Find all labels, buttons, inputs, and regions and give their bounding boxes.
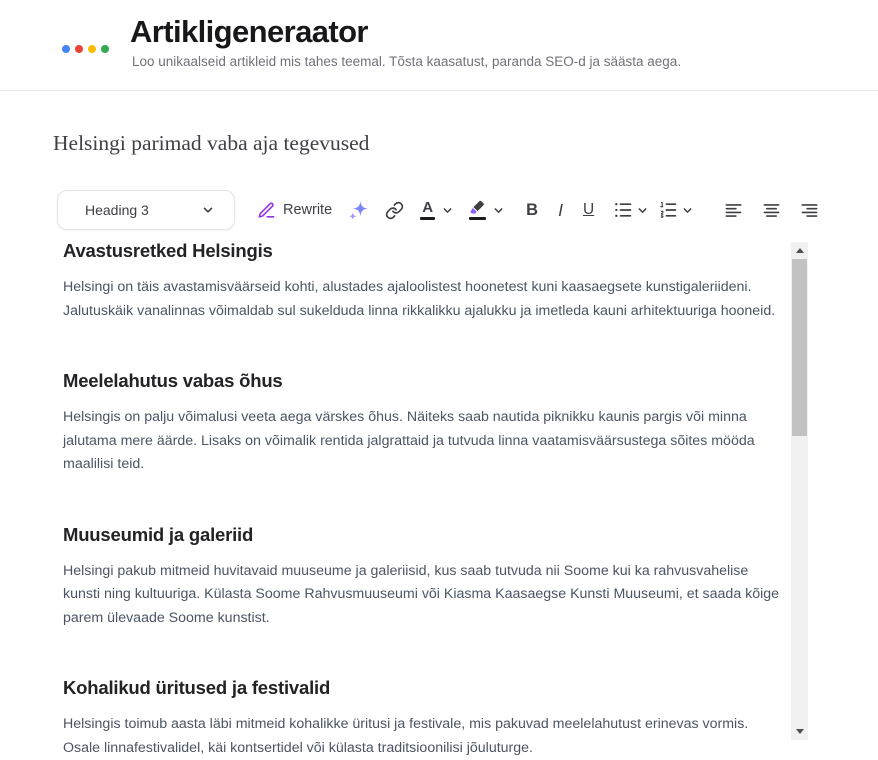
- underline-button[interactable]: [575, 197, 602, 223]
- ordered-list-button[interactable]: [653, 196, 698, 224]
- scroll-down-button[interactable]: [791, 723, 808, 740]
- header-text: [130, 13, 681, 69]
- logo-dot-red: [75, 45, 83, 53]
- section-paragraph[interactable]: Helsingis toimub aasta läbi mitmeid kohalikke üritusi ja festivale, mis pakuvad meelelahutust erinevas vormis. Osale linnafestivalidel, käi kontsertidel või külasta traditsioonilisi jõuluturge.: [63, 716, 749, 756]
- text-color-button[interactable]: [412, 196, 461, 224]
- logo-dot-blue: [62, 45, 70, 53]
- chevron-down-icon: [493, 205, 504, 216]
- link-icon: [385, 201, 404, 220]
- highlighter-icon: [469, 200, 486, 220]
- section-heading[interactable]: Meelelahutus vabas õhus: [63, 370, 283, 391]
- app-header: [0, 0, 878, 91]
- bullet-list-icon: [613, 200, 633, 220]
- sparkles-icon: [348, 200, 369, 221]
- editor-content[interactable]: [63, 237, 785, 760]
- highlight-color-bar: [469, 217, 486, 220]
- align-left-button[interactable]: [716, 197, 751, 224]
- bold-label: B: [526, 200, 539, 219]
- align-center-button[interactable]: [754, 197, 789, 224]
- section-paragraph[interactable]: Helsingis on palju võimalusi veeta aega värskes õhus. Näiteks saab nautida piknikku kaunis pargis või minna jalutama mere äärde. Lisaks on võimalik rentida jalgrattaid ja tutvuda linna vaatamisväärsustega sõites mööda maalilisi teid.: [63, 409, 755, 472]
- align-right-button[interactable]: [792, 197, 827, 224]
- editor-scrollbar[interactable]: [791, 242, 808, 740]
- chevron-down-icon: [442, 205, 453, 216]
- align-group: [716, 197, 827, 224]
- section-heading[interactable]: Muuseumid ja galeriid: [63, 523, 254, 545]
- align-left-icon: [724, 201, 743, 220]
- link-button[interactable]: [377, 197, 412, 224]
- ai-sparkles-button[interactable]: [340, 196, 377, 225]
- text-color-icon: [420, 200, 435, 220]
- highlight-color-button[interactable]: [461, 196, 512, 224]
- highlighter-glyph: [469, 200, 486, 215]
- format-group: [518, 196, 602, 225]
- editor-toolbar: [57, 190, 878, 230]
- article-section: [63, 237, 785, 323]
- article-section: [63, 367, 785, 477]
- rewrite-label: Rewrite: [283, 202, 333, 218]
- chevron-down-icon: [202, 204, 214, 216]
- section-heading[interactable]: Avastusretked Helsingis: [63, 240, 273, 261]
- scrollbar-thumb[interactable]: [792, 259, 807, 436]
- italic-button[interactable]: [550, 196, 571, 225]
- italic-label: I: [558, 199, 563, 220]
- heading-style-dropdown[interactable]: [57, 190, 235, 230]
- app-subtitle: Loo unikaalseid artikleid mis tahes teemal. Tõsta kaasatust, paranda SEO-d ja säästa aega.: [132, 54, 682, 69]
- bold-button[interactable]: [518, 197, 546, 224]
- text-color-bar: [420, 217, 435, 220]
- article-title[interactable]: Helsingi parimad vaba aja tegevused: [53, 131, 370, 155]
- section-paragraph[interactable]: Helsingi pakub mitmeid huvitavaid muuseume ja galeriisid, kus saab tutvuda nii Soome kui ka rahvusvahelise kunsti ning kultuuriga. Külasta Soome Rahvusmuuseumi või Kiasma Kaasaegse Kunsti Muuseumi, et saada kõige parem ülevaade Soome kunstist.: [63, 562, 780, 626]
- article-section: [63, 521, 785, 631]
- text-color-letter: A: [422, 199, 434, 217]
- bullet-list-button[interactable]: [608, 196, 653, 224]
- triangle-up-icon: [796, 248, 804, 253]
- underline-label: U: [582, 201, 595, 218]
- ordered-list-icon: [658, 200, 678, 220]
- article-section: [63, 674, 785, 760]
- align-right-icon: [800, 201, 819, 220]
- section-paragraph[interactable]: Helsingi on täis avastamisväärseid kohti, alustades ajaloolistest hoonetest kuni kaasaegsete kunstigaleriideni. Jalutuskäik vanalinnas võimaldab sul sukelduda linna rikkalikku ajalukku ja imetleda kauni arhitektuuriga hooneid.: [63, 279, 776, 319]
- heading-style-value: Heading 3: [85, 202, 149, 218]
- main-content: [0, 131, 878, 760]
- app-title: Artikligeneraator: [130, 14, 368, 49]
- app-logo-icon: [62, 45, 109, 53]
- triangle-down-icon: [796, 729, 804, 734]
- chevron-down-icon: [682, 205, 693, 216]
- rewrite-button[interactable]: [249, 197, 340, 224]
- chevron-down-icon: [637, 205, 648, 216]
- logo-dot-yellow: [88, 45, 96, 53]
- scroll-up-button[interactable]: [791, 242, 808, 259]
- align-center-icon: [762, 201, 781, 220]
- section-heading[interactable]: Kohalikud üritused ja festivalid: [63, 677, 331, 698]
- logo-dot-green: [101, 45, 109, 53]
- pen-icon: [257, 201, 276, 220]
